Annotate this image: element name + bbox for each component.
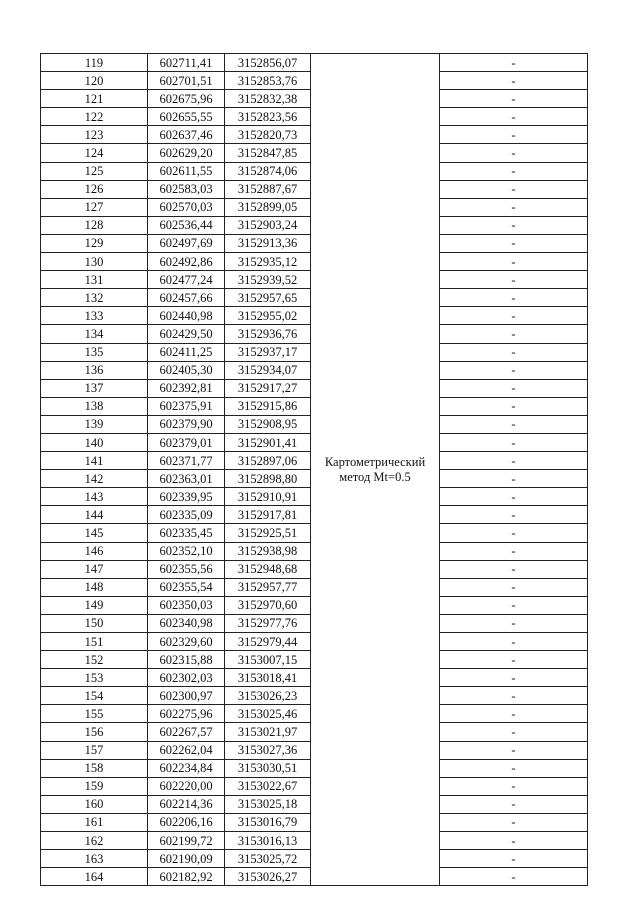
point-number-cell: 145 (41, 524, 148, 542)
coordinates-table (40, 53, 588, 886)
note-cell: - (440, 470, 588, 488)
x-coordinate-cell: 602379,90 (148, 415, 225, 433)
note-cell: - (440, 361, 588, 379)
note-cell: - (440, 180, 588, 198)
note-cell: - (440, 271, 588, 289)
x-coordinate-cell: 602275,96 (148, 705, 225, 723)
x-coordinate-cell: 602363,01 (148, 470, 225, 488)
x-coordinate-cell: 602352,10 (148, 542, 225, 560)
y-coordinate-cell: 3153007,15 (225, 651, 311, 669)
point-number-cell: 158 (41, 759, 148, 777)
note-cell: - (440, 795, 588, 813)
x-coordinate-cell: 602262,04 (148, 741, 225, 759)
y-coordinate-cell: 3152955,02 (225, 307, 311, 325)
x-coordinate-cell: 602315,88 (148, 651, 225, 669)
note-cell: - (440, 452, 588, 470)
point-number-cell: 157 (41, 741, 148, 759)
point-number-cell: 120 (41, 72, 148, 90)
y-coordinate-cell: 3153016,79 (225, 813, 311, 831)
x-coordinate-cell: 602339,95 (148, 488, 225, 506)
x-coordinate-cell: 602375,91 (148, 397, 225, 415)
point-number-cell: 126 (41, 180, 148, 198)
y-coordinate-cell: 3152948,68 (225, 560, 311, 578)
y-coordinate-cell: 3152898,80 (225, 470, 311, 488)
note-cell: - (440, 415, 588, 433)
point-number-cell: 143 (41, 488, 148, 506)
note-cell: - (440, 397, 588, 415)
point-number-cell: 160 (41, 795, 148, 813)
table-row (41, 54, 588, 72)
note-cell: - (440, 578, 588, 596)
y-coordinate-cell: 3152903,24 (225, 216, 311, 234)
y-coordinate-cell: 3153021,97 (225, 723, 311, 741)
y-coordinate-cell: 3152979,44 (225, 633, 311, 651)
point-number-cell: 139 (41, 415, 148, 433)
x-coordinate-cell: 602457,66 (148, 289, 225, 307)
point-number-cell: 127 (41, 198, 148, 216)
y-coordinate-cell: 3153022,67 (225, 777, 311, 795)
note-cell: - (440, 633, 588, 651)
note-cell: - (440, 108, 588, 126)
x-coordinate-cell: 602411,25 (148, 343, 225, 361)
y-coordinate-cell: 3152853,76 (225, 72, 311, 90)
y-coordinate-cell: 3152935,12 (225, 253, 311, 271)
x-coordinate-cell: 602429,50 (148, 325, 225, 343)
note-cell: - (440, 524, 588, 542)
note-cell: - (440, 325, 588, 343)
point-number-cell: 121 (41, 90, 148, 108)
x-coordinate-cell: 602220,00 (148, 777, 225, 795)
x-coordinate-cell: 602182,92 (148, 868, 225, 886)
x-coordinate-cell: 602302,03 (148, 669, 225, 687)
x-coordinate-cell: 602583,03 (148, 180, 225, 198)
x-coordinate-cell: 602350,03 (148, 596, 225, 614)
y-coordinate-cell: 3152939,52 (225, 271, 311, 289)
y-coordinate-cell: 3152917,27 (225, 379, 311, 397)
note-cell: - (440, 54, 588, 72)
point-number-cell: 149 (41, 596, 148, 614)
point-number-cell: 123 (41, 126, 148, 144)
point-number-cell: 162 (41, 832, 148, 850)
y-coordinate-cell: 3152897,06 (225, 452, 311, 470)
x-coordinate-cell: 602570,03 (148, 198, 225, 216)
point-number-cell: 148 (41, 578, 148, 596)
y-coordinate-cell: 3153026,27 (225, 868, 311, 886)
y-coordinate-cell: 3152913,36 (225, 234, 311, 252)
method-cell: Картометрический метод Mt=0.5 (311, 54, 440, 886)
x-coordinate-cell: 602335,45 (148, 524, 225, 542)
y-coordinate-cell: 3152957,77 (225, 578, 311, 596)
point-number-cell: 136 (41, 361, 148, 379)
note-cell: - (440, 343, 588, 361)
note-cell: - (440, 379, 588, 397)
note-cell: - (440, 433, 588, 451)
point-number-cell: 130 (41, 253, 148, 271)
y-coordinate-cell: 3152977,76 (225, 614, 311, 632)
coordinates-table-body (41, 54, 588, 886)
note-cell: - (440, 669, 588, 687)
point-number-cell: 142 (41, 470, 148, 488)
note-cell: - (440, 759, 588, 777)
x-coordinate-cell: 602477,24 (148, 271, 225, 289)
y-coordinate-cell: 3152899,05 (225, 198, 311, 216)
y-coordinate-cell: 3152957,65 (225, 289, 311, 307)
y-coordinate-cell: 3152908,95 (225, 415, 311, 433)
note-cell: - (440, 723, 588, 741)
note-cell: - (440, 560, 588, 578)
note-cell: - (440, 651, 588, 669)
y-coordinate-cell: 3152970,60 (225, 596, 311, 614)
y-coordinate-cell: 3152832,38 (225, 90, 311, 108)
note-cell: - (440, 253, 588, 271)
x-coordinate-cell: 602199,72 (148, 832, 225, 850)
x-coordinate-cell: 602629,20 (148, 144, 225, 162)
y-coordinate-cell: 3153016,13 (225, 832, 311, 850)
x-coordinate-cell: 602355,54 (148, 578, 225, 596)
point-number-cell: 159 (41, 777, 148, 795)
x-coordinate-cell: 602355,56 (148, 560, 225, 578)
note-cell: - (440, 850, 588, 868)
y-coordinate-cell: 3152887,67 (225, 180, 311, 198)
point-number-cell: 131 (41, 271, 148, 289)
y-coordinate-cell: 3152856,07 (225, 54, 311, 72)
point-number-cell: 119 (41, 54, 148, 72)
x-coordinate-cell: 602379,01 (148, 433, 225, 451)
point-number-cell: 134 (41, 325, 148, 343)
point-number-cell: 137 (41, 379, 148, 397)
point-number-cell: 156 (41, 723, 148, 741)
y-coordinate-cell: 3152925,51 (225, 524, 311, 542)
x-coordinate-cell: 602492,86 (148, 253, 225, 271)
x-coordinate-cell: 602300,97 (148, 687, 225, 705)
point-number-cell: 133 (41, 307, 148, 325)
point-number-cell: 147 (41, 560, 148, 578)
point-number-cell: 125 (41, 162, 148, 180)
y-coordinate-cell: 3153025,18 (225, 795, 311, 813)
y-coordinate-cell: 3153025,46 (225, 705, 311, 723)
note-cell: - (440, 72, 588, 90)
point-number-cell: 122 (41, 108, 148, 126)
point-number-cell: 155 (41, 705, 148, 723)
point-number-cell: 141 (41, 452, 148, 470)
note-cell: - (440, 813, 588, 831)
point-number-cell: 135 (41, 343, 148, 361)
y-coordinate-cell: 3152901,41 (225, 433, 311, 451)
y-coordinate-cell: 3152915,86 (225, 397, 311, 415)
note-cell: - (440, 741, 588, 759)
note-cell: - (440, 687, 588, 705)
x-coordinate-cell: 602637,46 (148, 126, 225, 144)
point-number-cell: 144 (41, 506, 148, 524)
point-number-cell: 150 (41, 614, 148, 632)
y-coordinate-cell: 3153025,72 (225, 850, 311, 868)
point-number-cell: 128 (41, 216, 148, 234)
note-cell: - (440, 144, 588, 162)
x-coordinate-cell: 602190,09 (148, 850, 225, 868)
x-coordinate-cell: 602329,60 (148, 633, 225, 651)
note-cell: - (440, 614, 588, 632)
note-cell: - (440, 307, 588, 325)
x-coordinate-cell: 602340,98 (148, 614, 225, 632)
note-cell: - (440, 90, 588, 108)
point-number-cell: 151 (41, 633, 148, 651)
note-cell: - (440, 705, 588, 723)
x-coordinate-cell: 602655,55 (148, 108, 225, 126)
note-cell: - (440, 596, 588, 614)
x-coordinate-cell: 602206,16 (148, 813, 225, 831)
point-number-cell: 129 (41, 234, 148, 252)
note-cell: - (440, 289, 588, 307)
note-cell: - (440, 506, 588, 524)
y-coordinate-cell: 3152820,73 (225, 126, 311, 144)
note-cell: - (440, 234, 588, 252)
y-coordinate-cell: 3152917,81 (225, 506, 311, 524)
note-cell: - (440, 198, 588, 216)
point-number-cell: 152 (41, 651, 148, 669)
note-cell: - (440, 868, 588, 886)
y-coordinate-cell: 3152938,98 (225, 542, 311, 560)
point-number-cell: 153 (41, 669, 148, 687)
x-coordinate-cell: 602701,51 (148, 72, 225, 90)
y-coordinate-cell: 3153030,51 (225, 759, 311, 777)
x-coordinate-cell: 602497,69 (148, 234, 225, 252)
y-coordinate-cell: 3152823,56 (225, 108, 311, 126)
y-coordinate-cell: 3153027,36 (225, 741, 311, 759)
x-coordinate-cell: 602675,96 (148, 90, 225, 108)
note-cell: - (440, 832, 588, 850)
x-coordinate-cell: 602214,36 (148, 795, 225, 813)
note-cell: - (440, 126, 588, 144)
note-cell: - (440, 488, 588, 506)
y-coordinate-cell: 3152934,07 (225, 361, 311, 379)
note-cell: - (440, 162, 588, 180)
point-number-cell: 164 (41, 868, 148, 886)
x-coordinate-cell: 602335,09 (148, 506, 225, 524)
note-cell: - (440, 542, 588, 560)
x-coordinate-cell: 602536,44 (148, 216, 225, 234)
x-coordinate-cell: 602267,57 (148, 723, 225, 741)
point-number-cell: 132 (41, 289, 148, 307)
y-coordinate-cell: 3152937,17 (225, 343, 311, 361)
point-number-cell: 161 (41, 813, 148, 831)
x-coordinate-cell: 602440,98 (148, 307, 225, 325)
y-coordinate-cell: 3152847,85 (225, 144, 311, 162)
point-number-cell: 138 (41, 397, 148, 415)
y-coordinate-cell: 3153026,23 (225, 687, 311, 705)
x-coordinate-cell: 602392,81 (148, 379, 225, 397)
y-coordinate-cell: 3152910,91 (225, 488, 311, 506)
y-coordinate-cell: 3152936,76 (225, 325, 311, 343)
point-number-cell: 140 (41, 433, 148, 451)
point-number-cell: 146 (41, 542, 148, 560)
y-coordinate-cell: 3153018,41 (225, 669, 311, 687)
y-coordinate-cell: 3152874,06 (225, 162, 311, 180)
x-coordinate-cell: 602611,55 (148, 162, 225, 180)
x-coordinate-cell: 602711,41 (148, 54, 225, 72)
point-number-cell: 154 (41, 687, 148, 705)
x-coordinate-cell: 602405,30 (148, 361, 225, 379)
point-number-cell: 124 (41, 144, 148, 162)
note-cell: - (440, 777, 588, 795)
point-number-cell: 163 (41, 850, 148, 868)
note-cell: - (440, 216, 588, 234)
x-coordinate-cell: 602371,77 (148, 452, 225, 470)
x-coordinate-cell: 602234,84 (148, 759, 225, 777)
